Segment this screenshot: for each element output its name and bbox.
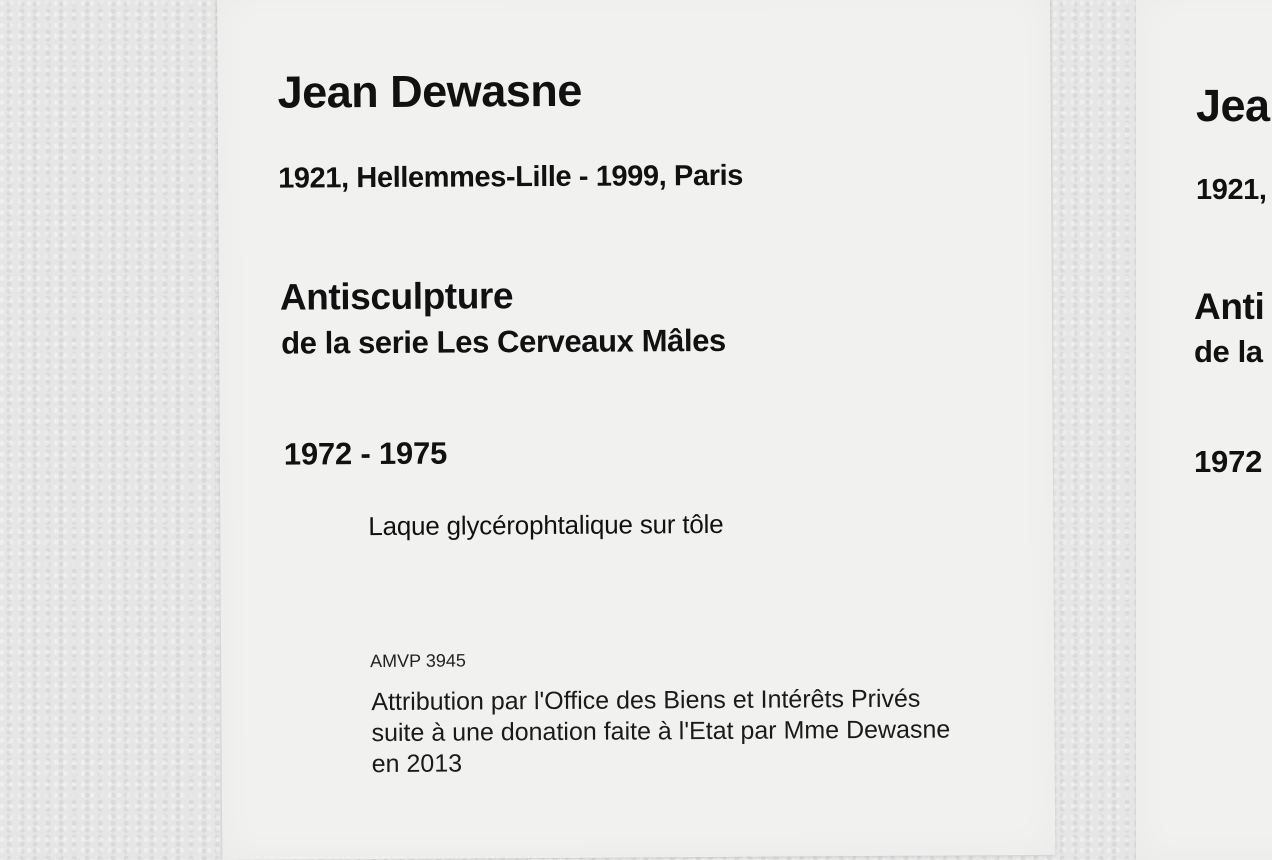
artist-life-dates: 1921, Hellemmes-Lille - 1999, Paris [278, 159, 744, 195]
artwork-medium: Laque glycérophtalique sur tôle [368, 508, 724, 542]
credit-line: Attribution par l'Office des Biens et Intérêts Privés [371, 684, 921, 717]
provenance-credit [371, 684, 950, 781]
credit-line: suite à une donation faite à l'Etat par Mme Dewasne [371, 715, 951, 748]
artist-name: Jean Dewasne [277, 64, 582, 118]
artwork-title: Antisculpture [279, 275, 514, 318]
adjacent-years: 1972 [1194, 444, 1263, 479]
credit-line: en 2013 [371, 749, 463, 779]
artwork-years: 1972 - 1975 [283, 435, 448, 472]
museum-wall-label [217, 0, 1055, 860]
adjacent-series: de la [1194, 334, 1263, 369]
adjacent-wall-label [1136, 0, 1272, 860]
adjacent-life-dates: 1921, [1196, 174, 1267, 206]
adjacent-artist-name: Jea [1196, 80, 1270, 131]
adjacent-title: Anti [1194, 286, 1265, 327]
inventory-number: AMVP 3945 [370, 650, 466, 672]
artwork-series: de la serie Les Cerveaux Mâles [281, 322, 726, 361]
